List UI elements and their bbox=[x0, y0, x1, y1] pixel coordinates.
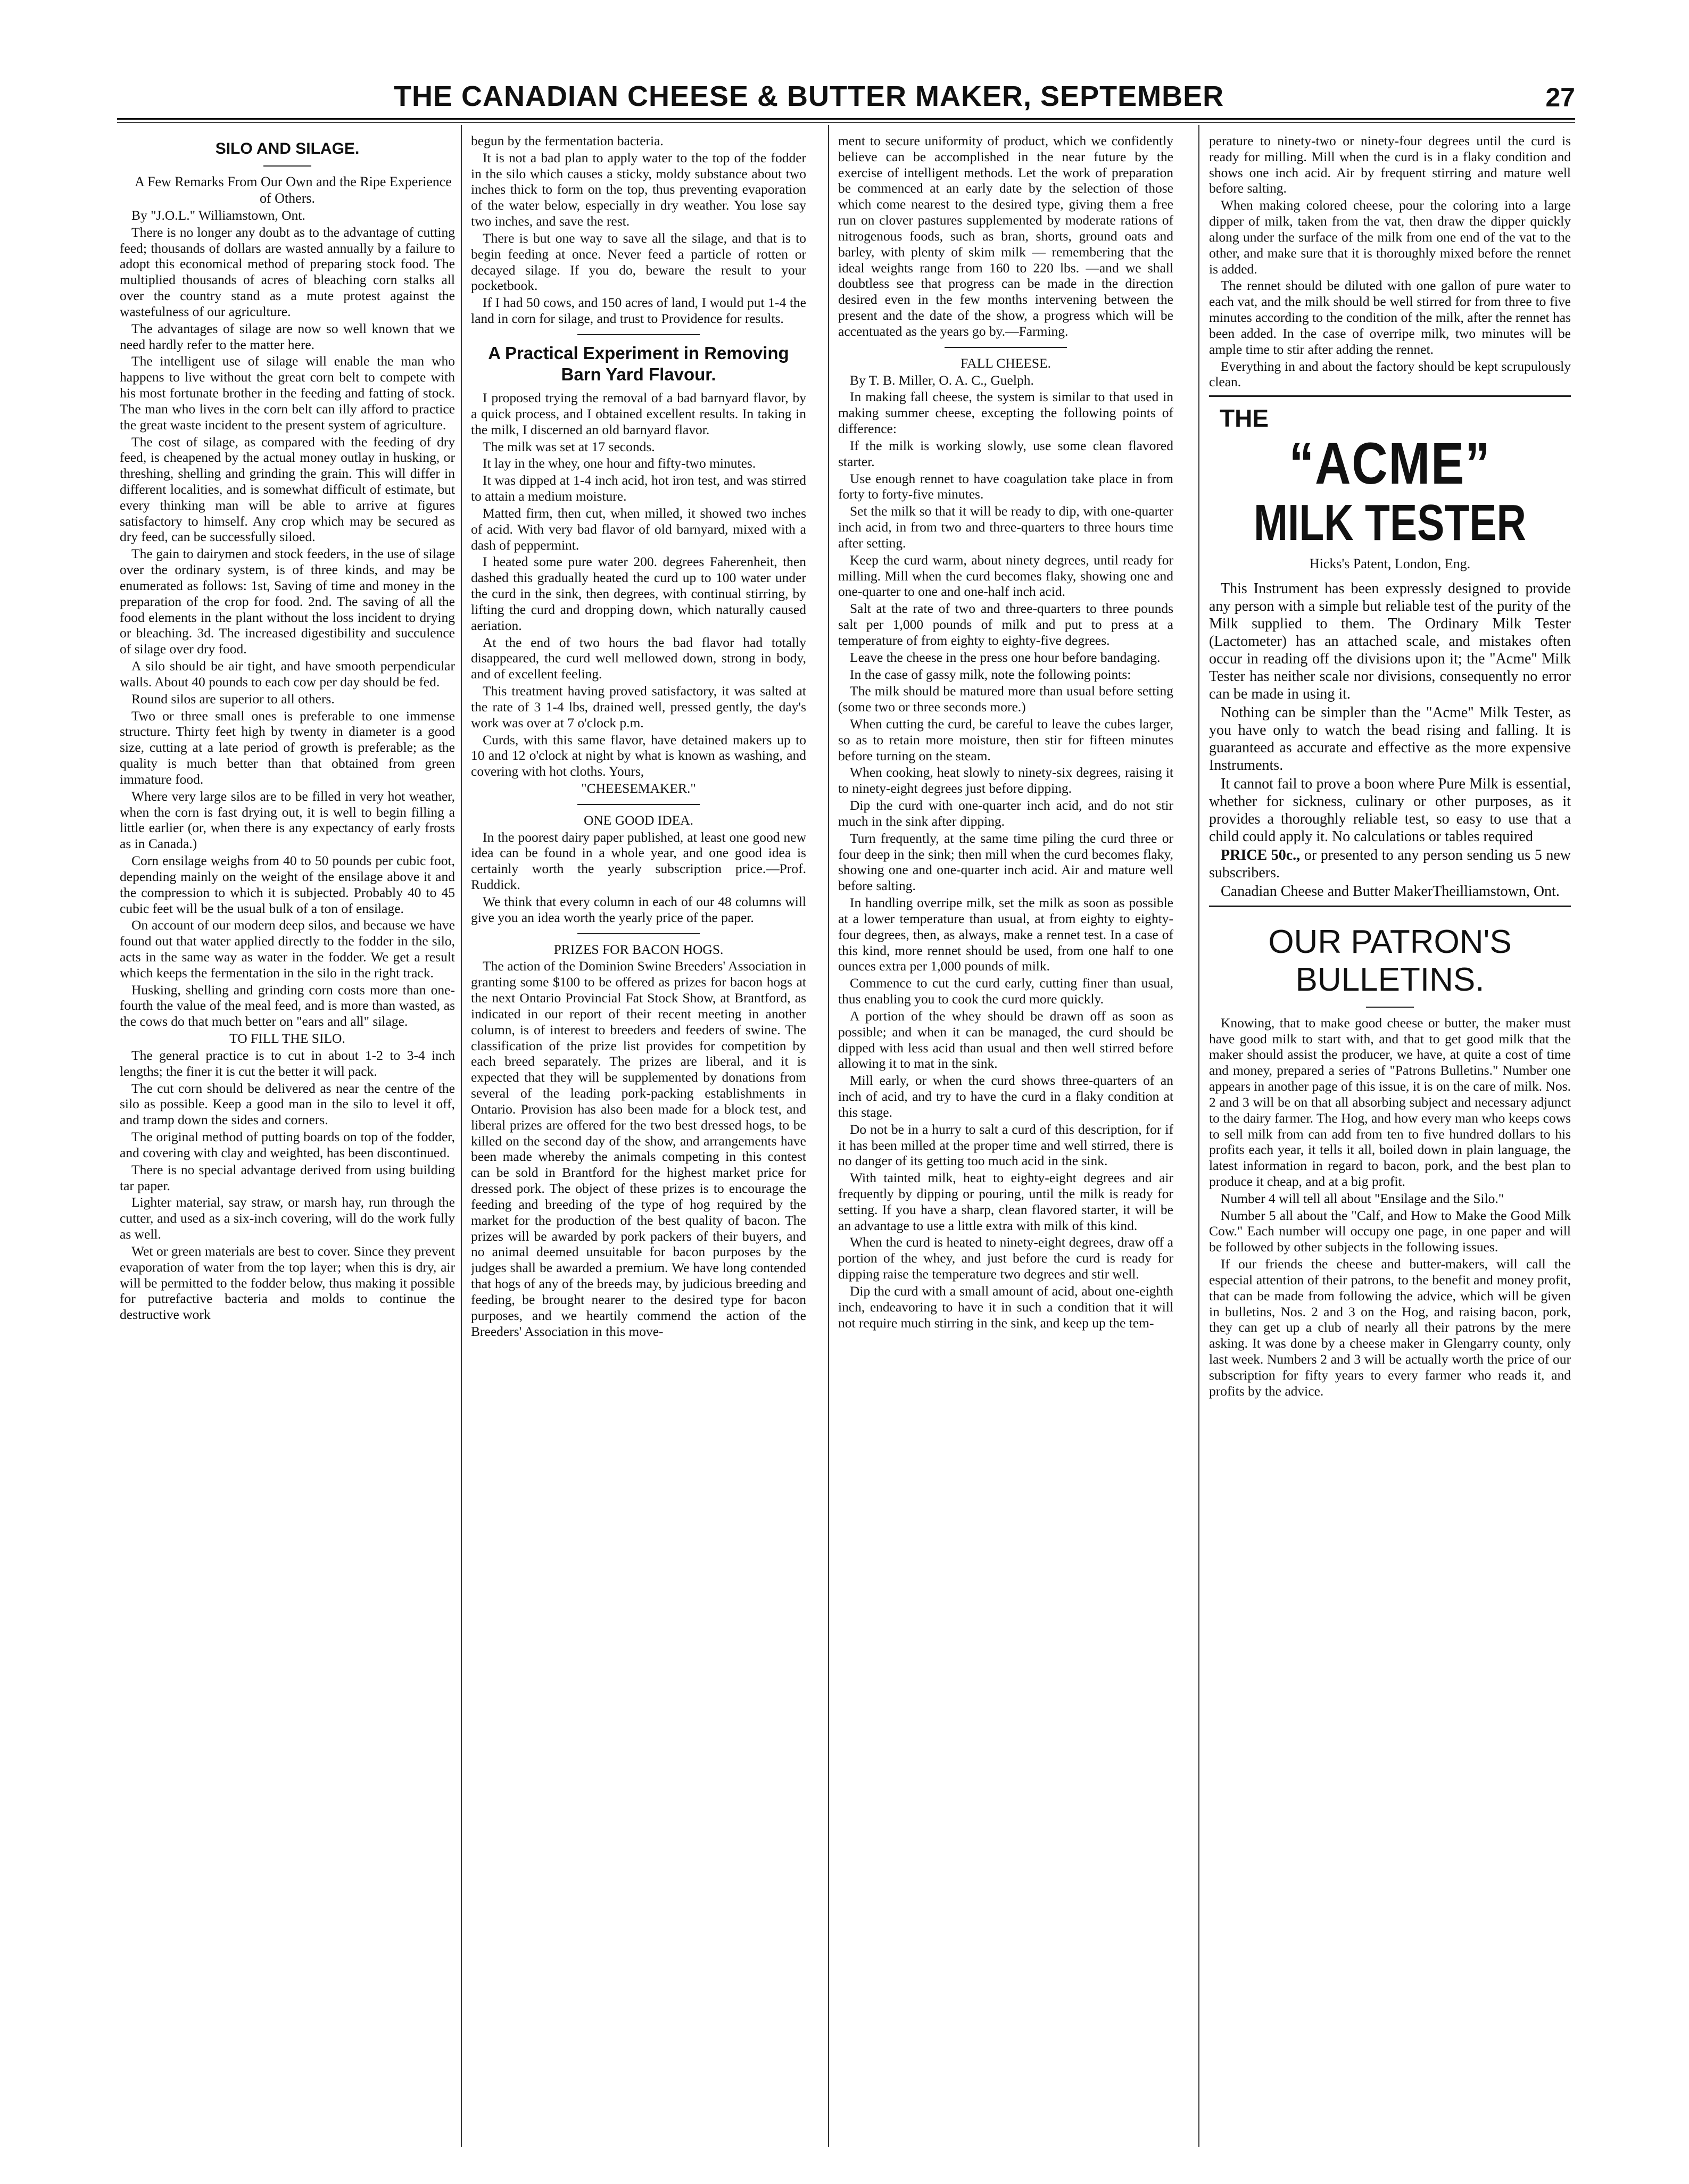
paragraph: The cut corn should be delivered as near the centre of the silo as possible. Keep a good man in the silo to level it off, and tramp down the sides and corners. bbox=[120, 1080, 455, 1128]
paragraph: The cost of silage, as compared with the feeding of dry feed, is cheapened by the actual money outlay in husking, or threshing, shelling and grinding the grain. This will differ in different localities, and is somewhat difficult of estimate, but every thinking man will be able to arrive at figures satisfactory to himself. Any crop which may be secured as dry feed, can be successfully siloed. bbox=[120, 434, 455, 545]
paragraph: Set the milk so that it will be ready to dip, with one-quarter inch acid, in from two and three-quarters to three hours time after setting. bbox=[838, 503, 1173, 551]
paragraph: The rennet should be diluted with one gallon of pure water to each vat, and the milk should be well stirred for from three to five minutes according to the condition of the milk, after the rennet has been added. In the case of overripe milk, two minutes will be ample time to stir after adding the rennet. bbox=[1209, 278, 1571, 357]
column-1 bbox=[120, 133, 455, 2133]
paragraph: When the curd is heated to ninety-eight degrees, draw off a portion of the whey, and just before the curd is ready for dipping raise the temperature two degrees and stir well. bbox=[838, 1234, 1173, 1282]
paragraph: This treatment having proved satisfactory, it was salted at the rate of 3 1-4 lbs, drained well, pressed gently, the day's work was over at 7 o'clock p.m. bbox=[471, 683, 806, 730]
advert-price-rest: or presented to any person sending us 5 new subscribers. bbox=[1209, 847, 1571, 882]
paragraph: The intelligent use of silage will enable the man who happens to live without the great corn belt to compete with his most fortunate brother in the feeding and fatting of stock. The man who lives in the corn belt can illy afford to practice the great waste incident to the present system of agriculture. bbox=[120, 353, 455, 433]
article-heading-experiment: A Practical Experiment in Removing Barn Yard Flavour. bbox=[488, 343, 789, 384]
advert-product: MILK TESTER bbox=[1254, 494, 1526, 551]
paragraph: A portion of the whey should be drawn off as soon as possible; and when it can be managed, the curd should be dipped with less acid than usual and then well stirred before allowing it to mat in the sink. bbox=[838, 1008, 1173, 1072]
paragraph: A silo should be air tight, and have smooth perpendicular walls. About 40 pounds to each cow per day should be fed. bbox=[120, 658, 455, 690]
column-4 bbox=[1209, 133, 1571, 2133]
masthead-rule bbox=[117, 118, 1575, 120]
paragraph: In handling overripe milk, set the milk as soon as possible at a lower temperature than usual, at from eighty to eighty-four degrees, then, as always, make a rennet test. In a case of this kind, more rennet should be used, from one half to one ounces extra per 1,000 pounds of milk. bbox=[838, 895, 1173, 974]
paragraph: The action of the Dominion Swine Breeders' Association in granting some $100 to be offered as prizes for bacon hogs at the next Ontario Provincial Fat Stock Show, at Brantford, as indicated in our report of their recent meeting in another column, is of interest to breeders and feeders of swine. The classification of the prize list provides for competition by each breed separately. The prizes are liberal, and it is expected that they will be supplemented by donations from several of the leading pork-packing establishments in Ontario. Provision has also been made for a block test, and liberal prizes are offered for the two best dressed hogs, to be killed on the second day of the show, and arrangements have been made whereby the animals competing in this contest can be sold in Brantford for the highest market price for dressed pork. The object of these prizes is to encourage the feeding and breeding of the type of hog required by the market for the production of the best quality of bacon. The prizes will be awarded by pork packers of their buyers, and no animal deemed unsuitable for bacon purposes by the judges shall be awarded a premium. We have long contended that hogs of any of the breeds may, by judicious breeding and feeding, be brought nearer to the desired type for bacon purposes, and we heartily commend the action of the Breeders' Association in this move- bbox=[471, 958, 806, 1339]
article-subheading: A Few Remarks From Our Own and the Ripe Experience of Others. bbox=[135, 174, 452, 206]
paragraph: We think that every column in each of our 48 columns will give you an idea worth the yearly price of the paper. bbox=[471, 893, 806, 925]
paragraph: Salt at the rate of two and three-quarters to three pounds salt per 1,000 pounds of milk and put to press at a temperature of from eighty to eighty-five degrees. bbox=[838, 601, 1173, 648]
paragraph: Turn frequently, at the same time piling the curd three or four deep in the sink; then mill when the curd becomes flaky, showing one and one-quarter inch acid. Air and mature well before salting. bbox=[838, 830, 1173, 894]
paragraph: Number 4 will tell all about "Ensilage and the Silo." bbox=[1221, 1190, 1504, 1206]
paragraph: The original method of putting boards on top of the fodder, and covering with clay and weighted, has been discontinued. bbox=[120, 1129, 455, 1160]
paragraph: begun by the fermentation bacteria. bbox=[471, 133, 664, 148]
paragraph: It was dipped at 1-4 inch acid, hot iron test, and was stirred to attain a medium moisture. bbox=[471, 472, 806, 504]
paragraph: There is but one way to save all the silage, and that is to begin feeding at once. Never feed a particle of rotten or decayed silage. If you do, beware the result to your pocketbook. bbox=[471, 230, 806, 294]
paragraph: If the milk is working slowly, use some clean flavored starter. bbox=[838, 437, 1173, 469]
paragraph: Dip the curd with a small amount of acid, about one-eighth inch, endeavoring to have it in such a condition that it will not require much stirring in the sink, and keep up the tem- bbox=[838, 1283, 1173, 1331]
advert-patent: Hicks's Patent, London, Eng. bbox=[1309, 556, 1471, 572]
separator bbox=[263, 165, 311, 167]
advert-rule bbox=[1209, 395, 1571, 397]
advert-brand: “ACME” bbox=[1289, 431, 1491, 497]
advert-paragraph: Nothing can be simpler than the "Acme" Milk Tester, as you have only to watch the bead rising and falling. It is guaranteed as accurate and effective as the more expensive Instruments. bbox=[1209, 704, 1571, 774]
advert-price: PRICE 50c., bbox=[1221, 847, 1301, 864]
signature: "CHEESEMAKER." bbox=[581, 780, 696, 796]
paragraph: The milk should be matured more than usual before setting (some two or three seconds more.) bbox=[838, 683, 1173, 715]
paragraph: The milk was set at 17 seconds. bbox=[483, 438, 655, 454]
paragraph: I proposed trying the removal of a bad barnyard flavor, by a quick process, and I obtained excellent results. In taking in the milk, I discerned an old barnyard flavor. bbox=[471, 390, 806, 437]
paragraph: The advantages of silage are now so well known that we need hardly refer to the matter here. bbox=[120, 320, 455, 352]
article-heading-bacon: PRIZES FOR BACON HOGS. bbox=[553, 941, 724, 957]
paragraph: Everything in and about the factory should be kept scrupulously clean. bbox=[1209, 358, 1571, 390]
paragraph: Wet or green materials are best to cover. Since they prevent evaporation of water from the top layer; when this is dry, air will be permitted to the fodder below, thus making it possible for putrefactive bacteria and molds to continue the destructive work bbox=[120, 1243, 455, 1323]
separator bbox=[577, 334, 700, 335]
paragraph: When cooking, heat slowly to ninety-six degrees, raising it to ninety-eight degrees just before dipping. bbox=[838, 765, 1173, 796]
column-3 bbox=[838, 133, 1173, 2133]
separator bbox=[945, 347, 1067, 348]
byline: By T. B. Miller, O. A. C., Guelph. bbox=[850, 372, 1034, 388]
article-heading-silo: SILO AND SILAGE. bbox=[215, 140, 360, 157]
paragraph: In the case of gassy milk, note the following points: bbox=[850, 666, 1131, 682]
paragraph: Leave the cheese in the press one hour before bandaging. bbox=[850, 649, 1161, 665]
paragraph: Round silos are superior to all others. bbox=[131, 691, 335, 707]
paragraph: Number 5 all about the "Calf, and How to Make the Good Milk Cow." Each number will occupy one page, in one paper and will be followed by other subjects in the following issues. bbox=[1209, 1207, 1571, 1255]
paragraph: Lighter material, say straw, or marsh hay, run through the cutter, and used as a six-inch covering, will do the work fully as well. bbox=[120, 1194, 455, 1242]
paragraph: In the poorest dairy paper published, at least one good new idea can be found in a whole year, and one good idea is certainly worth the yearly subscription price.—Prof. Ruddick. bbox=[471, 829, 806, 893]
paragraph: Matted firm, then cut, when milled, it showed two inches of acid. With very bad flavor of old barnyard, mixed with a dash of peppermint. bbox=[471, 505, 806, 553]
advert-paragraph: This Instrument has been expressly designed to provide any person with a simple but reliable test of the purity of the Milk supplied to them. The Ordinary Milk Tester (Lactometer) has an attached scale, and mistakes often occur in reading off the divisions upon it; the "Acme" Milk Tester has neither scale nor divisions, consequently no error can be made in using it. bbox=[1209, 580, 1571, 702]
paragraph: Two or three small ones is preferable to one immense structure. Thirty feet high by twenty in diameter is a good size, cutting at a late period of growth is preferable; as the quality is much better than that obtained from green immature food. bbox=[120, 708, 455, 787]
paragraph: Keep the curd warm, about ninety degrees, until ready for milling. Mill when the curd becomes flaky, showing one and one-quarter to one and one-half inch acid. bbox=[838, 552, 1173, 600]
paragraph: On account of our modern deep silos, and because we have found out that water applied directly to the fodder in the silo, acts in the same way as water in the fodder. We get a result which keeps the fermentation in the silo in the right track. bbox=[120, 917, 455, 981]
article-heading-patrons: OUR PATRON'S BULLETINS. bbox=[1268, 924, 1512, 999]
article-heading-idea: ONE GOOD IDEA. bbox=[583, 812, 694, 828]
column-divider bbox=[828, 125, 829, 2147]
byline: By "J.O.L." Williamstown, Ont. bbox=[131, 207, 305, 223]
paragraph: With tainted milk, heat to eighty-eight degrees and air frequently by dipping or pouring, until the milk is ready for setting. If you have a sharp, clean flavored starter, it will be an advantage to use a little extra with milk of this kind. bbox=[838, 1170, 1173, 1233]
masthead-rule-thin bbox=[117, 122, 1575, 123]
paragraph: At the end of two hours the bad flavor had totally disappeared, the curd well mellowed down, strong in body, and of excellent feeling. bbox=[471, 634, 806, 682]
paragraph: Commence to cut the curd early, cutting finer than usual, thus enabling you to cook the curd more quickly. bbox=[838, 975, 1173, 1007]
paragraph: ment to secure uniformity of product, which we confidently believe can be accomplished in the near future by the exercise of intelligent methods. Let the work of preparation be commenced at an early date by the selection of those which come nearest to the desired type, giving them a free run on clover pastures supplemented by moderate rations of nitrogenous foods, such as bran, shorts, ground oats and barley, with plenty of skim milk — remembering that the ideal weights range from 160 to 220 lbs. —and we shall doubtless see that progress can be made in the direction desired even in the few months intervening between the present and the date of the show, a progress which will be accentuated as the years go by.—Farming. bbox=[838, 133, 1173, 339]
paragraph: Use enough rennet to have coagulation take place in from forty to forty-five minutes. bbox=[838, 470, 1173, 502]
paragraph: Curds, with this same flavor, have detained makers up to 10 and 12 o'clock at night by what is known as washing, and covering with hot cloths. Yours, bbox=[471, 732, 806, 779]
paragraph: In making fall cheese, the system is similar to that used in making summer cheese, excepting the following points of difference: bbox=[838, 389, 1173, 437]
paragraph: Husking, shelling and grinding corn costs more than one-fourth the value of the meal feed, and is more than wasted, as the cows do that much better on "ears and all" silage. bbox=[120, 982, 455, 1029]
page-title: THE CANADIAN CHEESE & BUTTER MAKER, SEPTEMBER bbox=[394, 80, 1224, 112]
paragraph: Where very large silos are to be filled in very hot weather, when the corn is fast drying out, it is well to begin filling a little earlier (or, when there is any expectancy of early frosts as in Canada.) bbox=[120, 788, 455, 852]
paragraph: If our friends the cheese and butter-makers, will call the especial attention of their patrons, to the benefit and money profit, that can be made from following the advice, which will be given in bulletins, Nos. 2 and 3 on the Hog, and raising bacon, pork, they can get up a club of nearly all their patrons by the mere asking. It was done by a cheese maker in Glengarry county, only last week. Numbers 2 and 3 will be actually worth the price of our subscription for fifty years to every farmer who reads it, and profits by the advice. bbox=[1209, 1256, 1571, 1399]
column-2 bbox=[471, 133, 806, 2133]
paragraph: There is no special advantage derived from using building tar paper. bbox=[120, 1161, 455, 1193]
paragraph: It is not a bad plan to apply water to the top of the fodder in the silo which causes a sticky, moldy substance about two inches thick to form on the top, thus preventing evaporation of the water below, especially in dry weather. You lose say two inches, and save the rest. bbox=[471, 150, 806, 229]
advert-the: THE bbox=[1220, 404, 1269, 433]
advert-rule bbox=[1209, 906, 1571, 907]
paragraph: The general practice is to cut in about 1-2 to 3-4 inch lengths; the finer it is cut the better it will pack. bbox=[120, 1047, 455, 1079]
column-divider bbox=[461, 125, 462, 2147]
paragraph: When making colored cheese, pour the coloring into a large dipper of milk, taken from the vat, then draw the dipper quickly along under the surface of the milk from one end of the vat to the other, and make sure that it is thoroughly mixed before the rennet is added. bbox=[1209, 197, 1571, 277]
advert-price-line bbox=[1209, 846, 1571, 882]
acme-milk-tester-advert bbox=[1209, 404, 1571, 900]
paragraph: When cutting the curd, be careful to leave the cubes larger, so as to retain more moisture, then stir for fifteen minutes before turning on the steam. bbox=[838, 716, 1173, 763]
separator bbox=[577, 804, 700, 805]
paragraph: If I had 50 cows, and 150 acres of land, I would put 1-4 the land in corn for silage, and trust to Providence for results. bbox=[471, 295, 806, 327]
section-heading-fill: TO FILL THE SILO. bbox=[229, 1031, 345, 1047]
page-number: 27 bbox=[1545, 82, 1575, 112]
column-divider bbox=[1198, 125, 1199, 2147]
paragraph: Do not be in a hurry to salt a curd of this description, for if it has been milled at the proper time and well stirred, there is no danger of its getting too much acid in the sink. bbox=[838, 1121, 1173, 1169]
paragraph: Corn ensilage weighs from 40 to 50 pounds per cubic foot, depending mainly on the weight of the ensilage above it and the compression to which it is subjected. Probably 40 to 45 cubic feet will be the usual bulk of a ton of ensilage. bbox=[120, 853, 455, 916]
paragraph: There is no longer any doubt as to the advantage of cutting feed; thousands of dollars are wasted annually by a failure to adopt this economical method of preparing stock food. The multiplied thousands of acres of bleaching corn stalks all over the country stand as a mute protest against the wastefulness of our agriculture. bbox=[120, 224, 455, 319]
advert-paragraph: It cannot fail to prove a boon where Pure Milk is essential, whether for sickness, culinary or other purposes, as it provides a thoroughly reliable test, so easy to use that a child could apply it. No calculations or tables required bbox=[1209, 775, 1571, 845]
paragraph: The gain to dairymen and stock feeders, in the use of silage over the ordinary system, is of three kinds, and may be enumerated as follows: 1st, Saving of time and money in the preparation of the crop for food. 2nd. The saving of all the food elements in the plant without the loss incident to drying or bleaching. 3d. The increased digestibility and succulence of silage over dry food. bbox=[120, 546, 455, 657]
paragraph: Mill early, or when the curd shows three-quarters of an inch of acid, and try to have the curd in a flaky condition at this stage. bbox=[838, 1073, 1173, 1120]
paragraph: I heated some pure water 200. degrees Faherenheit, then dashed this gradually heated the curd up to 100 water under the curd in the sink, then degrees, with continual stirring, by lifting the curd and dropping down, which naturally caused aeriation. bbox=[471, 554, 806, 633]
separator bbox=[577, 933, 700, 934]
article-heading-fall: FALL CHEESE. bbox=[961, 355, 1051, 371]
paragraph: Knowing, that to make good cheese or butter, the maker must have good milk to start with, and that to get good milk that the maker should assist the producer, we have, at quite a cost of time and money, prepared a series of "Patrons Bulletins." Number one appears in another page of this issue, it is on the care of milk. Nos. 2 and 3 will be on that all absorbing subject and necessary adjunct to the dairy farmer. The Hog, and how every man who keeps cows to sell milk from can add from ten to five hundred dollars to his profits each year, it tells it all, boiled down in plain language, the latest information in regard to bacon, pork, and the best plan to produce it cheap, and at a big profit. bbox=[1209, 1015, 1571, 1189]
paragraph: perature to ninety-two or ninety-four degrees until the curd is ready for milling. Mill when the curd is in a flaky condition and shows one inch acid. Air by frequent stirring and mature well before salting. bbox=[1209, 133, 1571, 196]
separator bbox=[1366, 1007, 1414, 1008]
masthead bbox=[117, 80, 1575, 117]
paragraph: It lay in the whey, one hour and fifty-two minutes. bbox=[483, 455, 756, 471]
advert-address: Canadian Cheese and Butter MakerTheilliamstown, Ont. bbox=[1221, 883, 1560, 900]
paragraph: Dip the curd with one-quarter inch acid, and do not stir much in the sink after dipping. bbox=[838, 798, 1173, 829]
advert-body bbox=[1209, 580, 1571, 901]
